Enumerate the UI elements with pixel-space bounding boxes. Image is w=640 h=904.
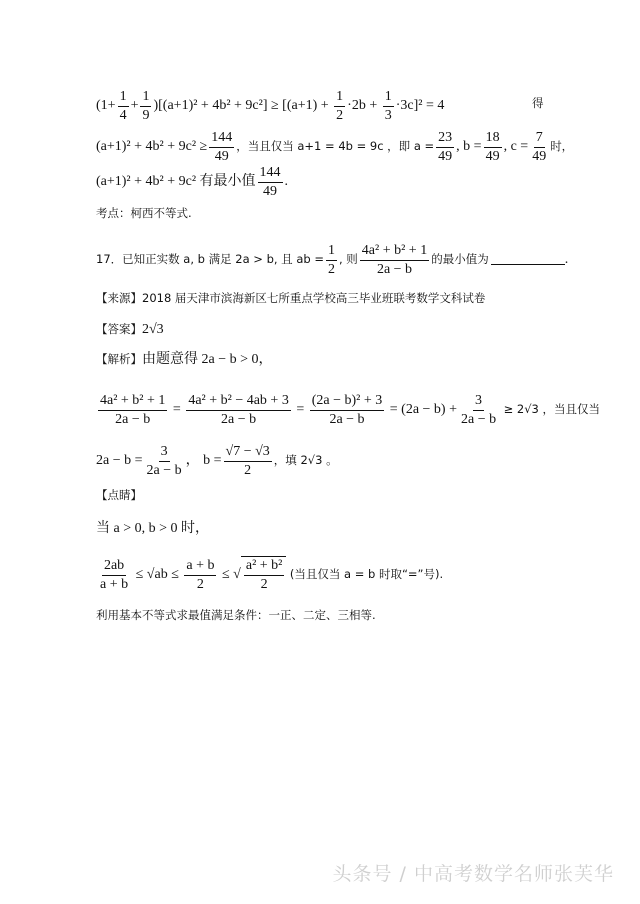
fraction: $\frac{2ab}{a + b}$ [100,558,129,592]
summary-text: 利用基本不等式求最值满足条件：一正、二定、三相等. [96,608,376,622]
analysis-line [96,353,273,367]
analysis-equation-2: 2a − b = $\frac{3}{2a - b}$ ， b = $\frac{√7 - √3}{2}$ ，填 2√3 。 [96,444,338,478]
fraction: $\frac{144}{49}$ [211,130,233,164]
dianjing-label: 【点睛】 [96,488,142,502]
analysis-label: 【解析】 [96,352,142,366]
text: ·3c]² = 4 [395,98,445,114]
analysis-text: 由题意得 2a − b > 0， [142,352,273,367]
text: )[(a+1)² + 4b² + 9c²] ≥ [(a+1) + [153,98,333,114]
fraction: $\frac{1}{4}$ [119,89,127,123]
fraction: $\frac{7}{49}$ [532,130,547,164]
question-17-stem: 17．已知正实数 a, b 满足 2a > b, 且 ab = $\frac{1}{2}$ , 则 $\frac{\text{4a² + b² + 1}}{2a - b}$ 的最小值为 . [96,243,569,277]
analysis-equation-1: $\frac{\text{4a² + b² + 1}}{2a - b}$ = $\frac{\text{4a² + b² − 4ab + 3}}{2a - b}$ = $\frac{\text{(2a − b)² + 3}}{2a - b}$ = (2a − b) + $\frac{3}{2a - b}$ ≥ 2√3 ，当且仅当 [100,393,601,427]
solution-line-2: (a+1)² + 4b² + 9c² ≥ $\frac{144}{49}$ ，当且仅当 a+1 = 4b = 9c ，即 a = $\frac{23}{49}$ , b = $\frac{18}{49}$ , c = $\frac{7}{49}$ 时， [96,130,574,164]
answer-line [96,323,164,337]
solution-line-1-trail: 得 [532,96,544,110]
fraction: $\frac{3}{2a - b}$ [146,444,182,478]
condition-text: 当 a > 0, b > 0 时， [96,521,210,536]
fraction: $\frac{18}{49}$ [485,130,500,164]
watermark: 头条号 / 中高考数学名师张芙华 [332,863,614,885]
fraction: $\frac{1}{2}$ [327,243,335,277]
solution-line-3: (a+1)² + 4b² + 9c² 有最小值 $\frac{144}{49}$ . [96,165,289,199]
fraction: $\frac{1}{9}$ [142,89,150,123]
fraction: $\frac{a + b}{2}$ [186,558,215,592]
sqrt-radicand [241,556,287,593]
kaodian-text: 考点：柯西不等式. [96,206,192,220]
fraction: $\frac{√7 - √3}{2}$ [225,444,270,478]
fraction: $\frac{23}{49}$ [438,130,453,164]
source-text: 【来源】2018 届天津市滨海新区七所重点学校高三毕业班联考数学文科试卷 [96,291,486,305]
answer-value: 2√3 [142,322,164,337]
fraction: $\frac{144}{49}$ [259,165,281,199]
fraction: $\frac{3}{2a - b}$ [461,393,497,427]
answer-label: 【答案】 [96,322,142,336]
text: ·2b + [347,98,381,114]
text: (1+ [96,98,116,114]
fraction: $\frac{\text{4a² + b² + 1}}{2a - b}$ [100,393,166,427]
inequality-chain: $\frac{2ab}{a + b}$ ≤ √ab ≤ $\frac{a + b}{2}$ ≤ √ $\frac{\text{a² + b²}}{2}$ (当且仅当 a = b 时取“=”号). [100,558,444,592]
fraction: $\frac{\text{4a² + b² + 1}}{2a - b}$ [361,243,428,277]
fraction: $\frac{\text{a² + b²}}{2}$ [245,558,283,592]
fraction: $\frac{1}{2}$ [336,89,344,123]
answer-blank [491,264,565,265]
solution-line-1: (1+ $\frac{1}{4}$ + $\frac{1}{9}$ )[(a+1)² + 4b² + 9c²] ≥ [(a+1) + $\frac{1}{2}$ ·2b + $\frac{1}{3}$ ·3c]² = 4 [96,89,445,123]
fraction: $\frac{1}{3}$ [384,89,392,123]
fraction: $\frac{\text{(2a − b)² + 3}}{2a - b}$ [311,393,383,427]
fraction: $\frac{\text{4a² + b² − 4ab + 3}}{2a - b}$ [188,393,289,427]
